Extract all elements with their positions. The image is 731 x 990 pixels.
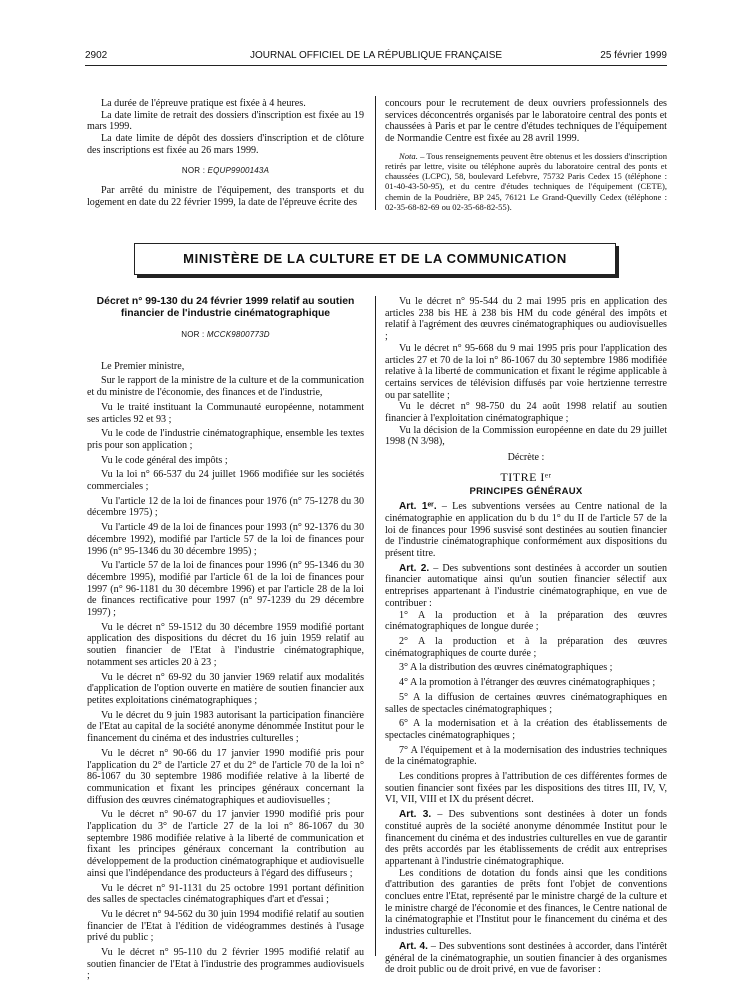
visa-paragraph: Vu le décret n° 94-562 du 30 juin 1994 modifié relatif au soutien financier de l'Etat à l'édition de vidéogrammes destinés à l'usage privé du public ;	[87, 908, 364, 944]
visa-paragraph: Vu le décret n° 69-92 du 30 janvier 1969 relatif aux modalités d'application de l'option ouverte en matière de soutien financier aux petites exploitations cinématographiques ;	[87, 671, 364, 706]
visa-paragraph: Vu la décision de la Commission européenne en date du 29 juillet 1998 (N 3/98),	[385, 424, 667, 448]
article-label: Art. 1ᵉʳ.	[399, 501, 437, 513]
visa-paragraph: Vu l'article 57 de la loi de finances pour 1996 (n° 95-1346 du 30 décembre 1995), modifié par l'article 61 de la loi de finances pour 1997 (n° 96-1181 du 30 décembre 1996) et par l'article 28 de la loi de finances rectificative pour 1997 (n° 97-1239 du 29 décembre 1997) ;	[87, 560, 364, 619]
paragraph: concours pour le recrutement de deux ouvriers professionnels des services déconcentrés organisés par le laboratoire central des ponts et chaussées à Paris et par le centre d'études techniques de l'équipement de Normandie Centre est fixée au 28 avril 1999.	[385, 98, 667, 145]
nor-code: EQUP9900143A	[207, 165, 270, 175]
visa-paragraph: Vu le décret n° 95-668 du 9 mai 1995 pris pour l'application des articles 27 et 70 de la loi n° 86-1067 du 30 septembre 1986 modifiée relative à la liberté de communication et fixant le régime applicable à certains services de télévision diffusés par voie hertzienne terrestre ou par satellite ;	[385, 342, 667, 401]
article-label: Art. 3.	[399, 809, 432, 821]
column-divider	[375, 296, 376, 956]
visa-paragraph: Vu le traité instituant la Communauté européenne, notamment ses articles 92 et 93 ;	[87, 401, 364, 425]
paragraph: La date limite de retrait des dossiers d'inscription est fixée au 19 mars 1999.	[87, 109, 364, 133]
article-text: – Des subventions sont destinées à accorder, dans l'intérêt général de la cinématographie, un soutien financier à des organismes de droit public ou de droit privé, en vue de favoriser :	[385, 940, 668, 976]
visa-paragraph: Vu le décret n° 95-110 du 2 février 1995 modifié relatif au soutien financier de l'Etat à l'industrie des programmes audiovisuels ;	[87, 947, 364, 982]
visa-paragraph: Vu l'article 12 de la loi de finances pour 1976 (n° 75-1278 du 30 décembre 1975) ;	[87, 495, 364, 519]
article-1	[385, 501, 667, 560]
paragraph: Les conditions de dotation du fonds ainsi que les conditions d'attribution des garanties de prêts font l'objet de conventions conclues entre l'Etat, représenté par le ministre chargé de la culture et le ministre chargé de l'économie et des finances, le Centre national de la cinématographie et l'Institut pour le financement du cinéma et des industries culturelles.	[385, 867, 667, 938]
article-3	[385, 809, 667, 868]
visa-paragraph: Vu le décret n° 59-1512 du 30 décembre 1959 modifié portant application des dispositions du décret du 16 juin 1959 relatif au soutien financier de l'Etat à l'industrie cinématographique, notamment ses articles 20 à 23 ;	[87, 621, 364, 668]
enumerated-item: 6° A la modernisation et à la création des établissements de spectacles cinématographiques ;	[385, 718, 667, 741]
page-number: 2902	[85, 50, 108, 61]
decree-title: Décret n° 99-130 du 24 février 1999 relatif au soutien financier de l'industrie cinématographique	[96, 296, 355, 319]
visa-paragraph: Vu le décret n° 98-750 du 24 août 1998 relatif au soutien financier à l'exploitation cinématographique ;	[385, 401, 667, 425]
paragraph: La durée de l'épreuve pratique est fixée à 4 heures.	[101, 98, 306, 109]
paragraph: Par arrêté du ministre de l'équipement, des transports et du logement en date du 22 février 1999, la date de l'épreuve écrite des	[87, 185, 364, 208]
paragraph: Les conditions propres à l'attribution de ces différentes formes de soutien financier sont fixées par les dispositions des titres III, IV, V, VI, VII, VIII et IX du présent décret.	[385, 771, 667, 806]
enumerated-item: 7° A l'équipement et à la modernisation des industries techniques de la cinématographie.	[385, 744, 667, 768]
visa-paragraph: Vu la loi n° 66-537 du 24 juillet 1966 modifiée sur les sociétés commerciales ;	[87, 469, 364, 493]
decree-left-column	[87, 296, 364, 982]
visa-paragraph: Vu le décret du 9 juin 1983 autorisant la participation financière de l'Etat au capital de la société anonyme dénommée Institut pour le financement du cinéma et des industries culturelles ;	[87, 709, 364, 745]
nota-text: – Tous renseignements peuvent être obtenus et les dossiers d'inscription retirés par lettre, visite ou téléphone auprès du laboratoire central des ponts et chaussées (LCPC), 58, boulevard Lefebvre, 75732 Paris Cedex 15 (téléphone : 01-40-43-50-95), et du centre d'études techniques de l'équipement (CETE), chemin de la Poudrière, BP 245, 76121 Le Grand-Quevilly Cedex (téléphone : 02-35-68-82-69 ou 02-35-68-82-55).	[385, 150, 667, 212]
visa-paragraph: Vu le décret n° 91-1131 du 25 octobre 1991 portant définition des salles de spectacles cinématographiques d'art et d'essai ;	[87, 882, 364, 906]
visa-list-left	[87, 361, 364, 982]
header-rule	[85, 65, 667, 66]
article-label: Art. 2.	[399, 562, 430, 574]
enumerated-item: 5° A la diffusion de certaines œuvres cinématographiques en salles de spectacles cinématographiques ;	[385, 691, 667, 715]
nor-prefix: NOR :	[181, 165, 208, 175]
enumerated-item: 2° A la production et à la préparation des œuvres cinématographiques de courte durée ;	[385, 635, 667, 659]
article-label: Art. 4.	[399, 940, 428, 952]
nota-label: Nota.	[399, 150, 418, 161]
ministry-banner	[134, 243, 616, 275]
visa-paragraph: Vu le décret n° 90-66 du 17 janvier 1990 modifié pris pour l'application du 2° de l'article 27 et du 2° de l'article 70 de la loi n° 86-1067 du 30 septembre 1986 modifiée relative à la liberté de communication et fixant les principes généraux concernant la diffusion des œuvres cinématographiques et audiovisuelles ;	[87, 747, 364, 806]
visa-paragraph: Sur le rapport de la ministre de la culture et de la communication et du ministre de l'économie, des finances et de l'industrie,	[87, 375, 364, 399]
article-4	[385, 941, 667, 976]
nor-reference	[87, 165, 364, 177]
enumerated-item: 4° A la promotion à l'étranger des œuvres cinématographiques ;	[399, 677, 656, 689]
visa-paragraph: Vu le code général des impôts ;	[101, 454, 228, 466]
section-heading: PRINCIPES GÉNÉRAUX	[469, 485, 583, 497]
enumerated-item: 1° A la production et à la préparation des œuvres cinématographiques de longue durée ;	[385, 609, 667, 633]
visa-paragraph: Le Premier ministre,	[101, 360, 185, 372]
visa-paragraph: Vu le décret n° 90-67 du 17 janvier 1990 modifié pris pour l'application du 3° de l'article 27 de la loi n° 86-1067 du 30 septembre 1986 modifiée relative à la liberté de communication et fixant les principes généraux concernant la contribution au développement de la production cinématographique et audiovisuelle ainsi que l'indépendance des producteurs à l'égard des diffuseurs ;	[87, 809, 364, 879]
titre-heading: TITRE Iᵉʳ	[500, 469, 552, 484]
article-text: – Des subventions sont destinées à doter un fonds constitué auprès de la société anonyme dénommée Institut pour le financement du cinéma et des industries culturelles en vue de garantir des prêts accordés par les établissements de crédit aux entreprises appartenant à l'industrie cinématographique.	[385, 809, 667, 867]
issue-date: 25 février 1999	[600, 50, 667, 61]
journal-title: JOURNAL OFFICIEL DE LA RÉPUBLIQUE FRANÇAISE	[249, 50, 503, 61]
visa-list-right	[385, 296, 667, 448]
top-left-column	[87, 98, 364, 209]
ministry-title: MINISTÈRE DE LA CULTURE ET DE LA COMMUNICATION	[183, 251, 567, 266]
article-text: – Les subventions versées au Centre national de la cinématographie en application du b du 1° du II de l'article 57 de la loi de finances pour 1996 susvisé sont destinées au soutien financier de l'industrie cinématographique conformément aux dispositions du présent titre.	[385, 501, 667, 560]
visa-paragraph: Vu l'article 49 de la loi de finances pour 1993 (n° 92-1376 du 30 décembre 1992), modifié par l'article 57 de la loi de finances pour 1996 (n° 95-1346 du 30 décembre 1995) ;	[87, 522, 364, 557]
column-divider	[375, 96, 376, 210]
paragraph: La date limite de dépôt des dossiers d'inscription et de clôture des inscriptions est fixée au 26 mars 1999.	[87, 133, 364, 156]
decrete: Décrète :	[507, 452, 545, 464]
decree-right-column	[385, 296, 667, 976]
nor-code: MCCK9800773D	[206, 330, 270, 339]
article-text: – Des subventions sont destinées à accorder un soutien financier automatique ainsi qu'un soutien financier sélectif aux entreprises appartenant à l'industrie cinématographique, en vue de contribuer :	[385, 562, 667, 609]
visa-paragraph: Vu le code de l'industrie cinématographique, ensemble les textes pris pour son application ;	[87, 428, 364, 451]
enumerated-item: 3° A la distribution des œuvres cinématographiques ;	[399, 662, 613, 674]
decree-nor-reference	[87, 329, 364, 341]
top-right-column	[385, 98, 667, 212]
article-2-items	[385, 610, 667, 768]
article-2	[385, 563, 667, 610]
page-header	[85, 50, 667, 64]
nor-prefix: NOR :	[181, 330, 207, 339]
nota-paragraph	[385, 151, 667, 212]
visa-paragraph: Vu le décret n° 95-544 du 2 mai 1995 pris en application des articles 238 bis HE à 238 bis HM du code général des impôts et relatif à l'agrément des œuvres cinématographiques ou audiovisuelles ;	[385, 296, 667, 343]
